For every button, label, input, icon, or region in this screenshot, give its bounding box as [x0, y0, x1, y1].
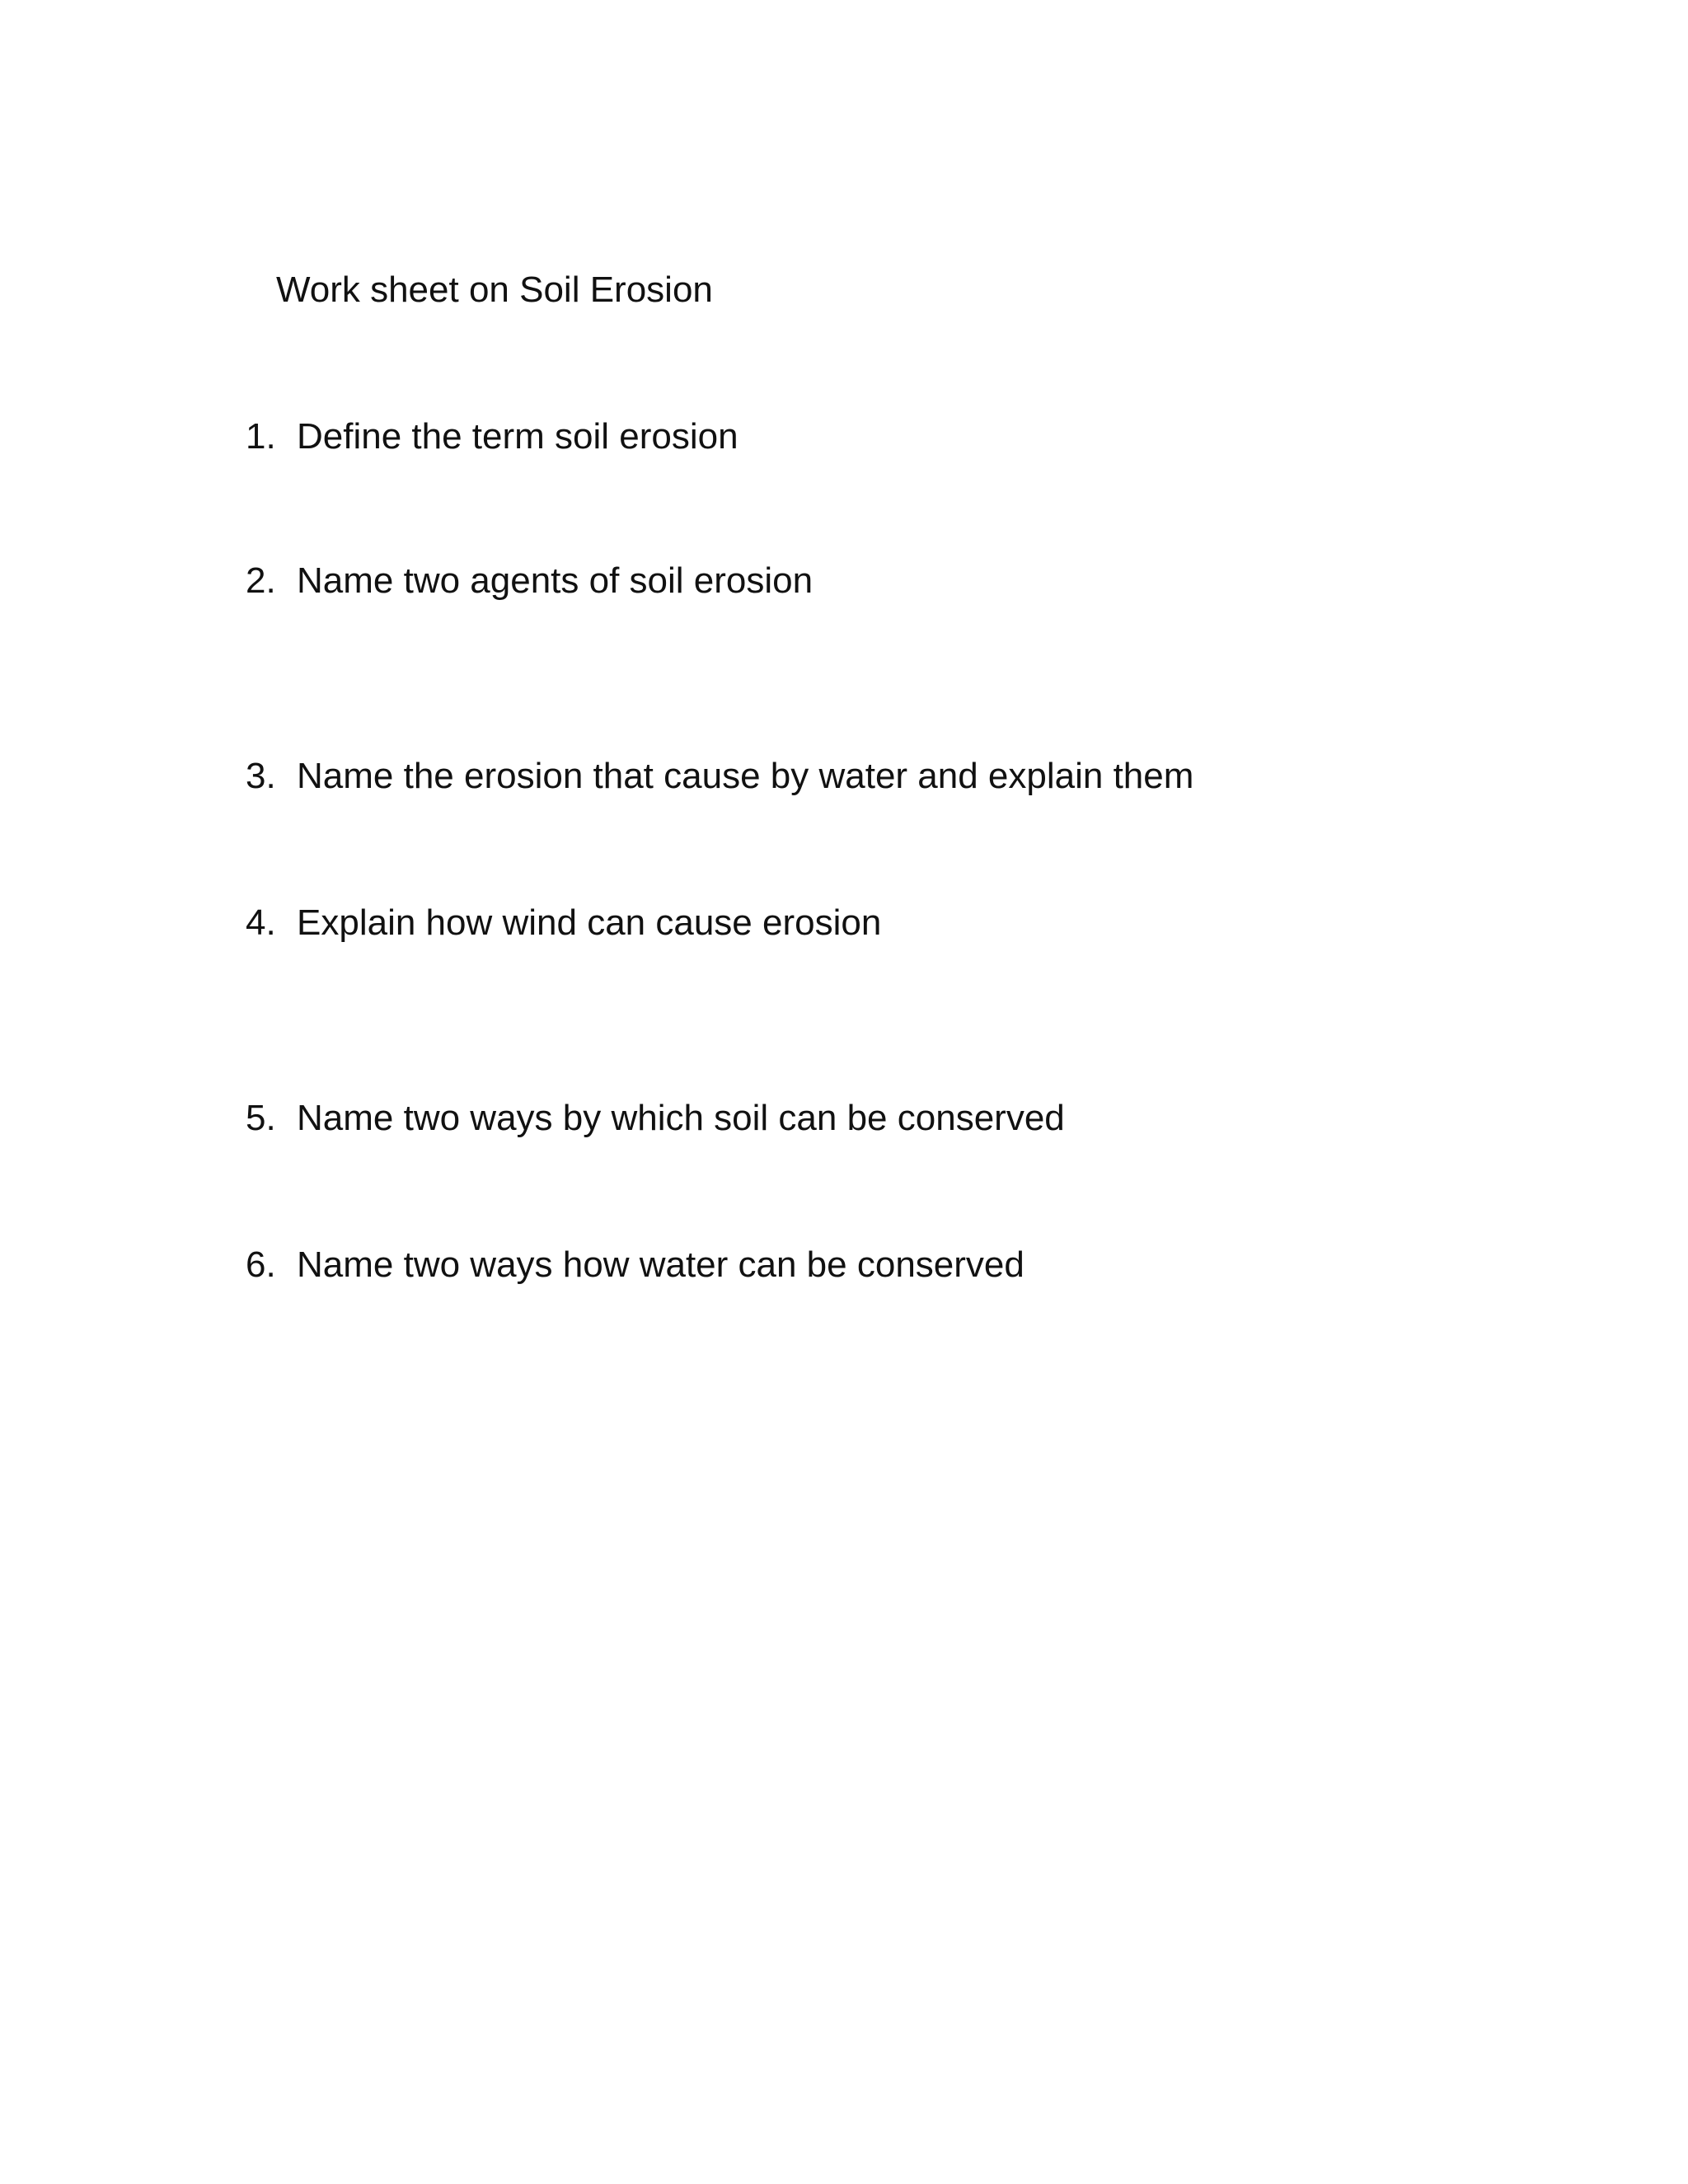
question-number: 1.	[246, 416, 276, 457]
question-text: Explain how wind can cause erosion	[297, 902, 882, 943]
question-number: 4.	[246, 902, 276, 943]
question-text: Name two ways how water can be conserved	[297, 1244, 1025, 1285]
question-text: Define the term soil erosion	[297, 416, 738, 457]
question-item	[246, 1094, 1065, 1143]
question-item	[246, 556, 813, 606]
question-number: 5.	[246, 1098, 276, 1138]
worksheet-title: Work sheet on Soil Erosion	[276, 269, 713, 310]
question-number: 3.	[246, 756, 276, 796]
question-text: Name two ways by which soil can be conserved	[297, 1098, 1065, 1138]
question-text: Name two agents of soil erosion	[297, 560, 814, 601]
question-item	[246, 1240, 1025, 1290]
question-text: Name the erosion that cause by water and explain them	[297, 756, 1194, 796]
question-item	[246, 412, 738, 462]
question-item	[246, 898, 881, 948]
question-item	[246, 752, 1193, 801]
question-number: 6.	[246, 1244, 276, 1285]
question-number: 2.	[246, 560, 276, 601]
